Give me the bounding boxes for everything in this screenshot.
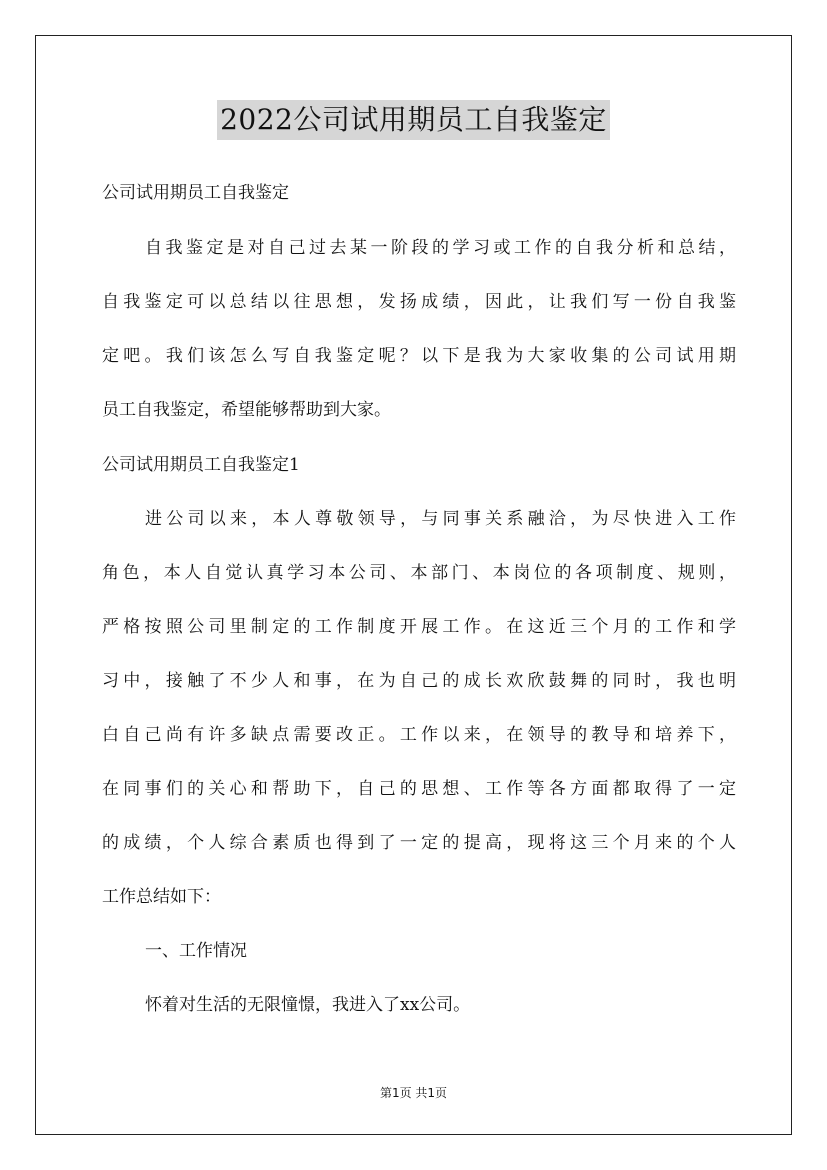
section-title: 公司试用期员工自我鉴定1 [102, 455, 300, 475]
intro-line: 自我鉴定可以总结以往思想，发扬成绩，因此，让我们写一份自我鉴 [102, 292, 736, 312]
intro-line: 员工自我鉴定，希望能够帮助到大家。 [102, 400, 391, 420]
body-line: 怀着对生活的无限憧憬，我进入了xx公司。 [145, 995, 471, 1015]
body-line: 严格按照公司里制定的工作制度开展工作。在这近三个月的工作和学 [102, 617, 736, 637]
page-footer: 第1页 共1页 [379, 1086, 448, 1100]
body-line: 工作总结如下： [102, 887, 221, 907]
body-line: 的成绩，个人综合素质也得到了一定的提高，现将这三个月来的个人 [102, 833, 736, 853]
heading-work-situation: 一、工作情况 [145, 941, 247, 961]
body-line: 角色，本人自觉认真学习本公司、本部门、本岗位的各项制度、规则， [102, 563, 736, 583]
body-line: 进公司以来，本人尊敬领导，与同事关系融洽，为尽快进入工作 [145, 509, 736, 529]
document-subtitle: 公司试用期员工自我鉴定 [102, 183, 289, 203]
body-line: 白自己尚有许多缺点需要改正。工作以来，在领导的教导和培养下， [102, 725, 736, 745]
intro-line: 定吧。我们该怎么写自我鉴定呢？以下是我为大家收集的公司试用期 [102, 346, 736, 366]
document-title: 2022公司试用期员工自我鉴定 [217, 100, 610, 140]
title-container [0, 100, 827, 140]
body-line: 习中，接触了不少人和事，在为自己的成长欢欣鼓舞的同时，我也明 [102, 671, 736, 691]
intro-line: 自我鉴定是对自己过去某一阶段的学习或工作的自我分析和总结， [145, 238, 736, 258]
body-line: 在同事们的关心和帮助下，自己的思想、工作等各方面都取得了一定 [102, 779, 736, 799]
